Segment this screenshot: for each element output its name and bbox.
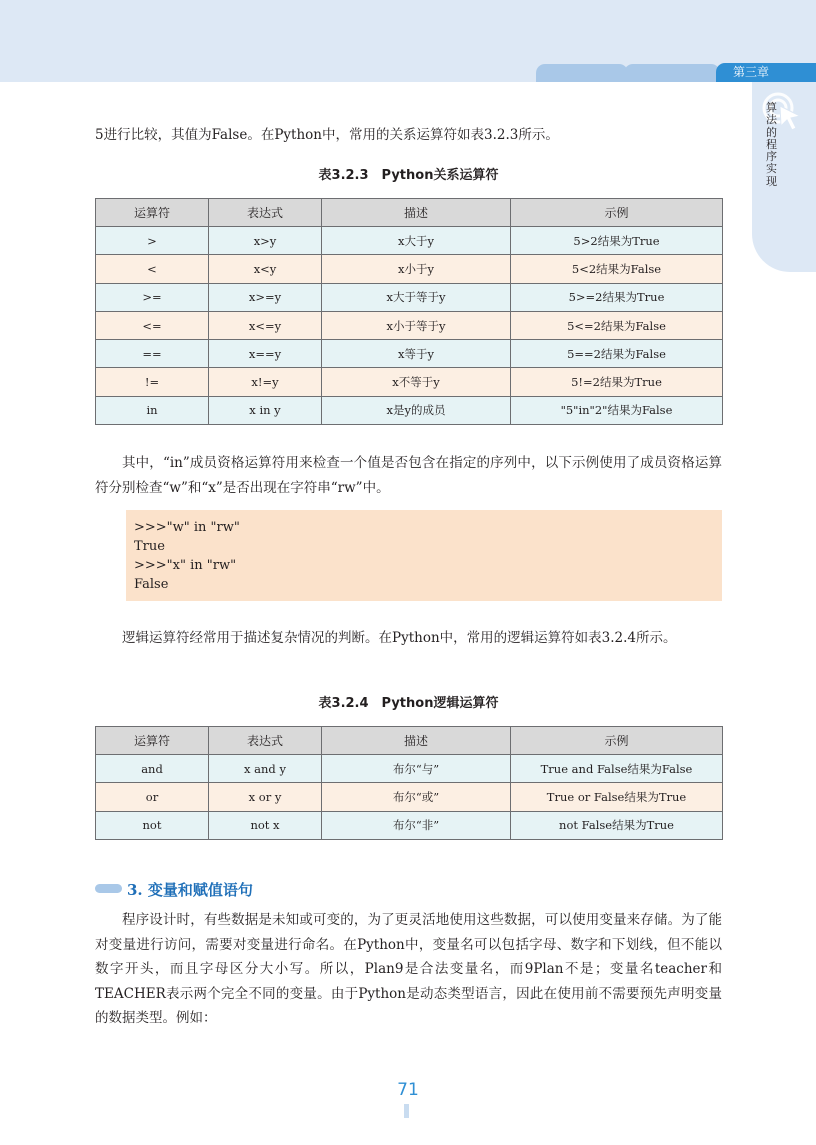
cell-description: x小于y	[322, 255, 511, 283]
cell-operator: in	[96, 396, 209, 424]
cell-expression: not x	[209, 811, 322, 839]
table-row	[96, 755, 723, 783]
section-heading: 3. 变量和赋值语句	[127, 881, 253, 899]
cell-operator: not	[96, 811, 209, 839]
variable-paragraph: 程序设计时，有些数据是未知或可变的，为了更灵活地使用这些数据，可以使用变量来存储。为了能对变量进行访问，需要对变量进行命名。在Python中，变量名可以包括字母、数字和下划线，但不能以数字开头，而且字母区分大小写。所以，Plan9是合法变量名，而9Plan不是；变量名teacher和TEACHER表示两个完全不同的变量。由于Python是动态类型语言，因此在使用前不需要预先声明变量的数据类型。例如：	[95, 912, 722, 1026]
cell-description: 布尔“非”	[322, 811, 511, 839]
cell-expression: x in y	[209, 396, 322, 424]
table-row	[96, 340, 723, 368]
code-example-box	[126, 510, 722, 601]
table-header-row	[96, 199, 723, 227]
page-number-marker	[404, 1104, 409, 1118]
relational-operators-table	[95, 198, 723, 425]
cell-expression: x>y	[209, 227, 322, 255]
intro-paragraph: 5进行比较，其值为False。在Python中，常用的关系运算符如表3.2.3所示。	[95, 127, 559, 143]
cell-operator: and	[96, 755, 209, 783]
header-description: 描述	[322, 727, 511, 755]
header-expression: 表达式	[209, 727, 322, 755]
cell-operator: <=	[96, 311, 209, 339]
code-line: >>>"x" in "rw"	[134, 558, 237, 573]
cell-operator: >=	[96, 283, 209, 311]
cell-description: 布尔“或”	[322, 783, 511, 811]
cell-description: x等于y	[322, 340, 511, 368]
cell-description: x不等于y	[322, 368, 511, 396]
cell-expression: x==y	[209, 340, 322, 368]
table1-caption: 表3.2.3 Python关系运算符	[318, 168, 499, 183]
logic-paragraph: 逻辑运算符经常用于描述复杂情况的判断。在Python中，常用的逻辑运算符如表3.2.4所示。	[122, 630, 677, 646]
cell-expression: x!=y	[209, 368, 322, 396]
cell-example: 5<=2结果为False	[511, 311, 723, 339]
header-operator: 运算符	[96, 727, 209, 755]
header-expression: 表达式	[209, 199, 322, 227]
table-header-row	[96, 727, 723, 755]
code-line: >>>"w" in "rw"	[134, 520, 240, 535]
cell-expression: x and y	[209, 755, 322, 783]
cell-description: x大于等于y	[322, 283, 511, 311]
cell-operator: >	[96, 227, 209, 255]
cell-example: 5!=2结果为True	[511, 368, 723, 396]
cell-expression: x<y	[209, 255, 322, 283]
page-number: 71	[397, 1080, 419, 1100]
table2-caption: 表3.2.4 Python逻辑运算符	[318, 696, 499, 711]
table-row	[96, 368, 723, 396]
cell-operator: !=	[96, 368, 209, 396]
code-line: False	[134, 577, 169, 592]
header-example: 示例	[511, 199, 723, 227]
cell-expression: x or y	[209, 783, 322, 811]
cell-description: 布尔“与”	[322, 755, 511, 783]
header-operator: 运算符	[96, 199, 209, 227]
section-bar-marker	[95, 884, 122, 893]
table-row	[96, 227, 723, 255]
cell-example: True and False结果为False	[511, 755, 723, 783]
table-row	[96, 311, 723, 339]
in-operator-paragraph: 其中，“in”成员资格运算符用来检查一个值是否包含在指定的序列中，以下示例使用了成员资格运算符分别检查“w”和“x”是否出现在字符串“rw”中。	[95, 455, 722, 496]
logical-operators-table	[95, 726, 723, 840]
cell-expression: x<=y	[209, 311, 322, 339]
header-tab-decor-2	[624, 64, 720, 82]
cell-description: x小于等于y	[322, 311, 511, 339]
cell-example: 5<2结果为False	[511, 255, 723, 283]
cell-expression: x>=y	[209, 283, 322, 311]
cell-example: 5>2结果为True	[511, 227, 723, 255]
cell-example: 5==2结果为False	[511, 340, 723, 368]
cell-description: x大于y	[322, 227, 511, 255]
table-row	[96, 396, 723, 424]
header-tab-decor-1	[536, 64, 628, 82]
cell-example: "5"in"2"结果为False	[511, 396, 723, 424]
table-row	[96, 811, 723, 839]
table-row	[96, 255, 723, 283]
cell-operator: ==	[96, 340, 209, 368]
table-row	[96, 783, 723, 811]
cell-description: x是y的成员	[322, 396, 511, 424]
chapter-tab: 第三章	[716, 63, 816, 82]
table-row	[96, 283, 723, 311]
cell-example: True or False结果为True	[511, 783, 723, 811]
cell-operator: <	[96, 255, 209, 283]
header-description: 描述	[322, 199, 511, 227]
code-line: True	[134, 539, 165, 554]
cell-example: not False结果为True	[511, 811, 723, 839]
header-example: 示例	[511, 727, 723, 755]
cell-example: 5>=2结果为True	[511, 283, 723, 311]
cell-operator: or	[96, 783, 209, 811]
section-side-label: 算法的程序实现	[766, 101, 777, 188]
